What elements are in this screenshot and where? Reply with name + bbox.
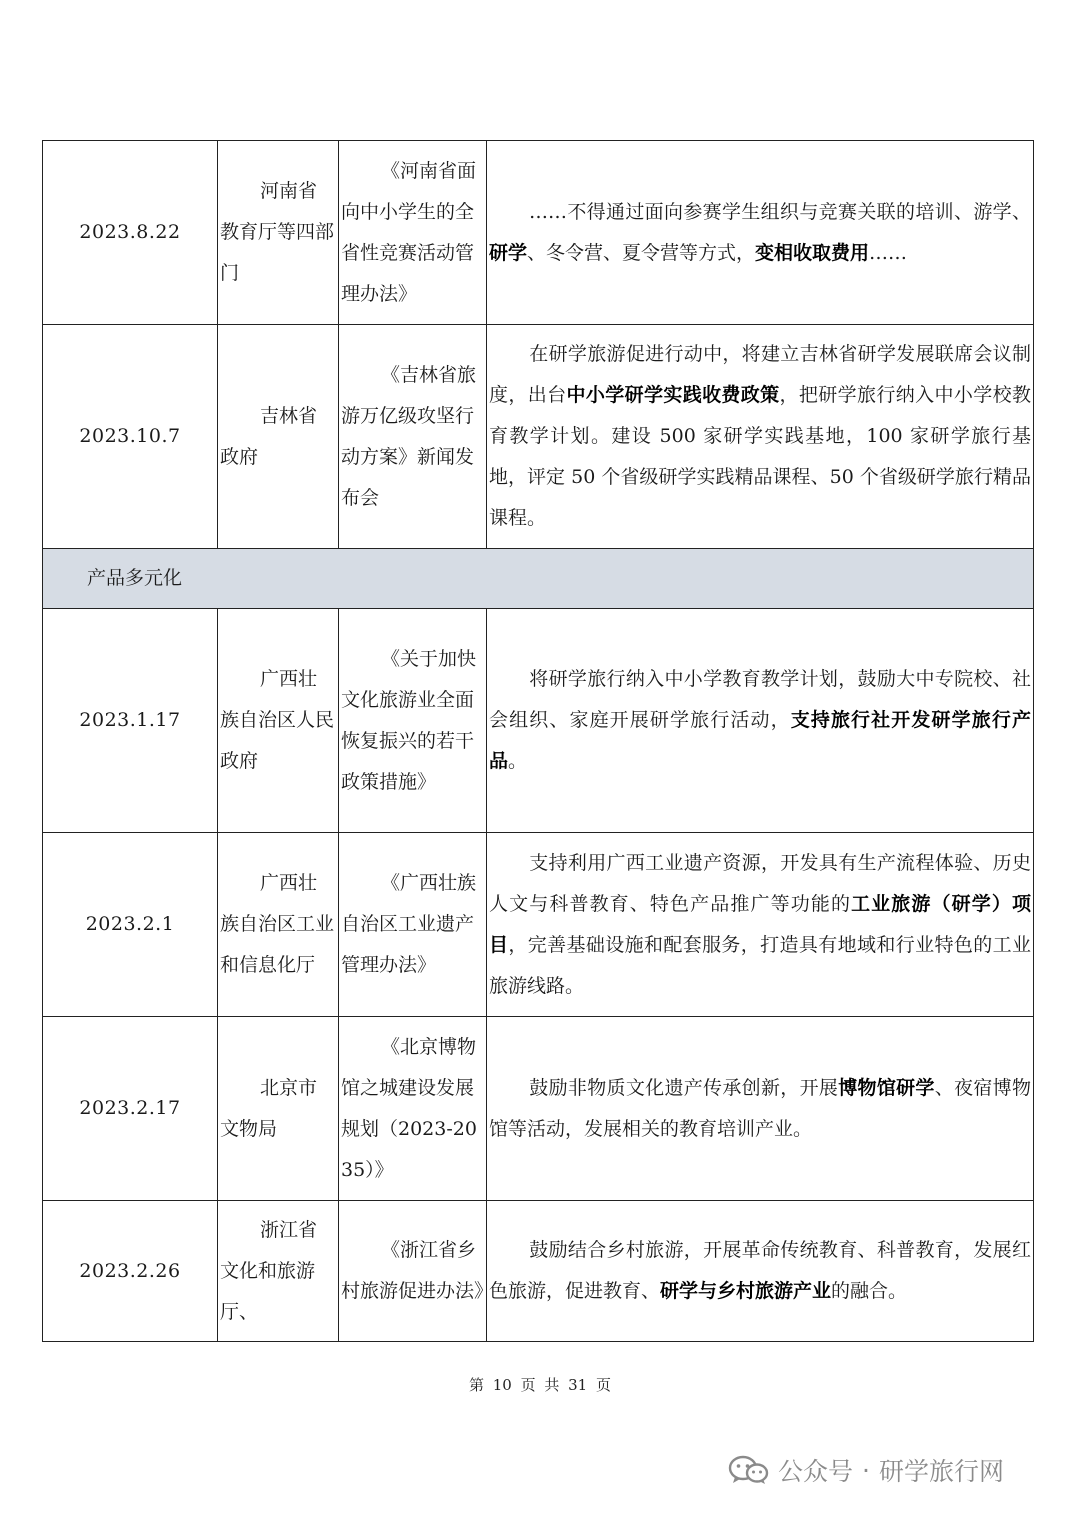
body-text: 、夜宿博物馆等活动，发展相关的教育培训产业。 (489, 1076, 1031, 1140)
body-text: ……不得通过面向参赛学生组织与竞赛关联的培训、游学、 (529, 200, 1031, 223)
date-cell: 2023.10.7 (43, 325, 218, 549)
date-cell: 2023.2.17 (43, 1017, 218, 1201)
issuer-cell: 浙江省文化和旅游厅、 (218, 1201, 339, 1342)
content-cell (487, 325, 1034, 549)
emphasis-text: 工业旅游（研学）项目 (489, 892, 1031, 956)
content-cell (487, 609, 1034, 833)
wechat-icon (728, 1455, 770, 1485)
emphasis-text: 博物馆研学 (838, 1076, 935, 1099)
watermark-account: 公众号 (778, 1457, 854, 1486)
body-text: 、冬令营、夏令营等方式， (527, 241, 756, 264)
document-cell: 《关于加快文化旅游业全面恢复振兴的若干政策措施》 (339, 609, 487, 833)
issuer-cell: 北京市文物局 (218, 1017, 339, 1201)
body-text: 的融合。 (831, 1280, 908, 1302)
body-text: ，完善基础设施和配套服务，打造具有地域和行业特色的工业旅游线路。 (489, 933, 1031, 997)
table-row (43, 325, 1034, 549)
content-cell (487, 1201, 1034, 1342)
table-row (43, 1017, 1034, 1201)
content-cell (487, 141, 1034, 325)
body-text: …… (869, 241, 908, 264)
issuer-cell: 广西壮族自治区人民政府 (218, 609, 339, 833)
emphasis-text: 研学 (489, 241, 528, 264)
issuer-cell: 吉林省政府 (218, 325, 339, 549)
document-cell: 《广西壮族自治区工业遗产管理办法》 (339, 833, 487, 1017)
table-row (43, 609, 1034, 833)
issuer-cell: 广西壮族自治区工业和信息化厅 (218, 833, 339, 1017)
body-text: 鼓励结合乡村旅游，开展革命传统教育、科普教育，发展红色旅游，促进教育、 (489, 1239, 1031, 1302)
body-text: 支持利用广西工业遗产资源，开发具有生产流程体验、历史人文与科普教育、特色产品推广等功能的 (489, 851, 1031, 915)
table-row (43, 833, 1034, 1017)
section-header-row (43, 549, 1034, 609)
date-cell: 2023.1.17 (43, 609, 218, 833)
content-cell (487, 833, 1034, 1017)
watermark-name: 研学旅行网 (878, 1457, 1004, 1486)
page-number: 第 10 页 共 31 页 (468, 1376, 611, 1394)
body-text: 。 (508, 750, 528, 772)
body-text: 在研学旅游促进行动中，将建立吉林省研学发展联席会议制度，出台 (489, 343, 1031, 406)
watermark-separator: · (862, 1455, 870, 1485)
document-cell: 《河南省面向中小学生的全省性竞赛活动管理办法》 (339, 141, 487, 325)
document-cell: 《吉林省旅游万亿级攻坚行动方案》新闻发布会 (339, 325, 487, 549)
emphasis-text: 研学与乡村旅游产业 (660, 1280, 832, 1302)
emphasis-text: 中小学研学实践收费政策 (566, 384, 780, 406)
watermark (728, 1452, 1004, 1488)
date-cell: 2023.2.1 (43, 833, 218, 1017)
body-text: 鼓励非物质文化遗产传承创新，开展 (529, 1076, 839, 1099)
policy-table (42, 140, 1034, 1342)
document-cell: 《北京博物馆之城建设发展规划（2023-2035）》 (339, 1017, 487, 1201)
table-row (43, 141, 1034, 325)
table-row (43, 1201, 1034, 1342)
body-text: ，把研学旅行纳入中小学校教育教学计划。建设 500 家研学实践基地，100 家研学旅行基地，评定 50 个省级研学实践精品课程、50 个省级研学旅行精品课程。 (489, 384, 1031, 529)
body-text: 将研学旅行纳入中小学教育教学计划，鼓励大中专院校、社会组织、家庭开展研学旅行活动， (489, 668, 1031, 731)
date-cell: 2023.2.26 (43, 1201, 218, 1342)
emphasis-text: 变相收取费用 (755, 241, 870, 264)
issuer-cell: 河南省教育厅等四部门 (218, 141, 339, 325)
section-header: 产品多元化 (43, 549, 1034, 609)
emphasis-text: 支持旅行社开发研学旅行产品 (489, 709, 1031, 772)
date-cell: 2023.8.22 (43, 141, 218, 325)
content-cell (487, 1017, 1034, 1201)
document-cell: 《浙江省乡村旅游促进办法》 (339, 1201, 487, 1342)
